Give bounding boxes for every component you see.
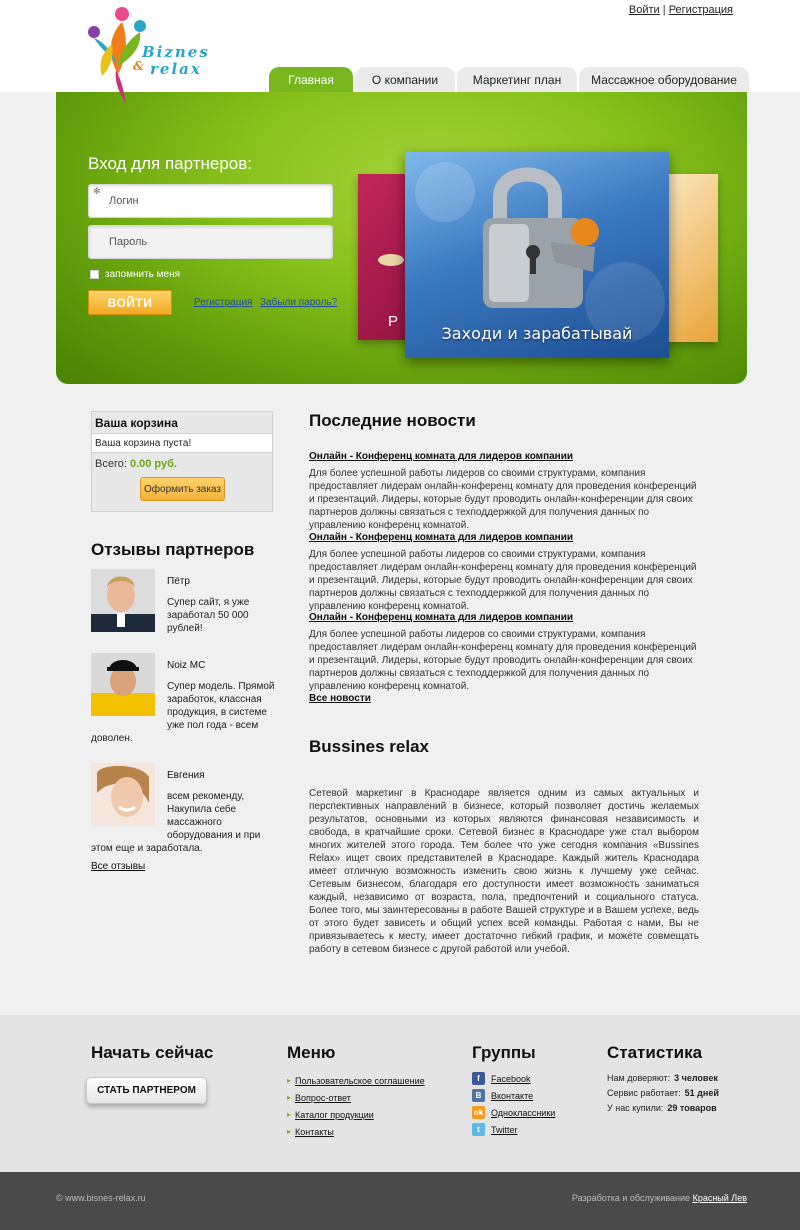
- cart-title: Ваша корзина: [95, 416, 178, 430]
- odnoklassniki-link[interactable]: Одноклассники: [491, 1107, 556, 1118]
- footer-groups-title: Группы: [472, 1043, 536, 1062]
- logo-ampersand: &: [133, 59, 146, 73]
- odnoklassniki-icon[interactable]: ok: [473, 1108, 484, 1117]
- social-item: [472, 1104, 555, 1121]
- review-item: [91, 653, 276, 745]
- footer-menu-link[interactable]: Пользовательское соглашение: [295, 1075, 425, 1086]
- developer-link[interactable]: Красный Лев: [692, 1193, 747, 1203]
- footer-stats-title: Статистика: [607, 1043, 703, 1062]
- news-item-text: Для более успешной работы лидеров со своими структурами, компания предоставляет лидерам онлайн-конференц комнату для проведения конференций и презентаций. Лидеры, которые будут проводить онлайн-конференции для своих партнеров должны связаться с техподдержкой для получения данных по управлению конференц комнатой.: [309, 468, 697, 531]
- vkontakte-link[interactable]: Вконтакте: [491, 1090, 534, 1101]
- news-item-title[interactable]: Онлайн - Конференц комната для лидеров компании: [309, 451, 574, 462]
- footer-menu-item: [287, 1123, 425, 1140]
- forgot-password-link[interactable]: Забыли пароль?: [260, 297, 338, 308]
- reviewer-name: Пётр: [167, 576, 190, 587]
- logo-figures-icon: [80, 4, 150, 106]
- reviewer-name: Noiz MC: [167, 660, 206, 671]
- news-item-title[interactable]: Онлайн - Конференц комната для лидеров компании: [309, 532, 574, 543]
- register-link[interactable]: Регистрация: [668, 4, 733, 16]
- bottom-bar: [0, 1172, 800, 1230]
- remember-checkbox[interactable]: [90, 270, 99, 279]
- news-item-text: Для более успешной работы лидеров со своими структурами, компания предоставляет лидерам онлайн-конференц комнату для проведения конференций и презентаций. Лидеры, которые будут проводить онлайн-конференции для своих партнеров должны связаться с техподдержкой для получения данных по управлению конференц комнатой.: [309, 629, 697, 692]
- all-news-link[interactable]: Все новости: [309, 693, 371, 704]
- tab-about-company[interactable]: О компании: [355, 67, 455, 93]
- logo-word-2: relax: [150, 60, 202, 78]
- stat-value: 51 дней: [684, 1087, 719, 1098]
- review-item: [91, 763, 276, 855]
- news-item: [309, 532, 701, 613]
- social-item: [472, 1121, 555, 1138]
- footer-menu-link[interactable]: Каталог продукции: [295, 1109, 374, 1120]
- login-field[interactable]: [88, 184, 333, 218]
- footer-menu-title: Меню: [287, 1043, 336, 1062]
- arrow-right-icon: ▸: [287, 1127, 292, 1136]
- arrow-right-icon: ▸: [287, 1093, 292, 1102]
- reviewer-photo-noiz: [91, 653, 155, 716]
- logo-wordmark: [133, 43, 210, 78]
- tab-home[interactable]: Главная: [269, 67, 353, 93]
- arrow-right-icon: ▸: [287, 1076, 292, 1085]
- remember-label: запомнить меня: [105, 269, 181, 280]
- top-links-separator: |: [662, 4, 666, 16]
- coins-image: [378, 254, 404, 266]
- stat-value: 3 человек: [674, 1072, 718, 1083]
- facebook-link[interactable]: Facebook: [491, 1073, 531, 1084]
- news-item: [309, 451, 701, 532]
- social-item: [472, 1070, 555, 1087]
- become-partner-button[interactable]: СТАТЬ ПАРТНЕРОМ: [86, 1077, 207, 1104]
- footer-menu-item: [287, 1089, 425, 1106]
- reviews-title: Отзывы партнеров: [91, 540, 255, 559]
- footer-menu: [287, 1072, 425, 1140]
- stat-label: Сервис работает:: [607, 1087, 681, 1098]
- review-item: [91, 569, 276, 636]
- keyboard-icon: ✻: [93, 186, 101, 196]
- footer-menu-item: [287, 1072, 425, 1089]
- tab-marketing-plan[interactable]: Маркетинг план: [457, 67, 577, 93]
- site-footer: [0, 1015, 800, 1172]
- twitter-link[interactable]: Twitter: [491, 1124, 518, 1135]
- password-input[interactable]: [89, 226, 332, 258]
- twitter-icon[interactable]: t: [472, 1123, 485, 1136]
- logo-word-1: Biznes: [142, 43, 210, 61]
- vkontakte-icon[interactable]: В: [472, 1089, 485, 1102]
- reviewer-name: Евгения: [167, 770, 205, 781]
- checkout-button[interactable]: Оформить заказ: [140, 477, 225, 501]
- stat-value: 29 товаров: [667, 1102, 717, 1113]
- stat-row: [607, 1070, 719, 1085]
- site-logo[interactable]: [80, 4, 240, 106]
- remember-me[interactable]: [90, 269, 180, 280]
- footer-menu-item: [287, 1106, 425, 1123]
- developer-label: Разработка и обслуживание: [571, 1193, 691, 1203]
- footer-menu-link[interactable]: Вопрос-ответ: [295, 1092, 351, 1103]
- top-links: [629, 4, 733, 16]
- banner-register-link[interactable]: Регистрация: [194, 297, 253, 308]
- reviewer-photo-petr: [91, 569, 155, 632]
- arrow-right-icon: ▸: [287, 1110, 292, 1119]
- slide-main-caption: Заходи и зарабатывай: [441, 324, 633, 343]
- slide-left-caption: Р: [388, 313, 399, 330]
- facebook-icon[interactable]: f: [472, 1072, 485, 1085]
- login-title: Вход для партнеров:: [88, 154, 252, 173]
- login-submit-button[interactable]: ВОЙТИ: [88, 290, 172, 315]
- cart-total-value: 0.00 руб.: [129, 458, 177, 470]
- footer-menu-link[interactable]: Контакты: [295, 1126, 334, 1137]
- tab-massage-equipment[interactable]: Массажное оборудование: [579, 67, 749, 93]
- news-title: Последние новости: [309, 411, 476, 430]
- stat-label: Нам доверяют:: [607, 1072, 671, 1083]
- slide-card-main[interactable]: [405, 152, 669, 358]
- hero-banner: [56, 92, 747, 384]
- login-input[interactable]: [89, 185, 332, 217]
- social-item: [472, 1087, 555, 1104]
- news-item: [309, 612, 701, 693]
- shopping-cart: [91, 411, 273, 512]
- social-groups: [472, 1070, 555, 1138]
- password-field[interactable]: [88, 225, 333, 259]
- cart-total-label: Всего:: [95, 458, 127, 470]
- review-text: Супер сайт, я уже заработал 50 000 рублей!: [167, 597, 250, 634]
- about-text: Сетевой маркетинг в Краснодаре является одним из самых актуальных и перспективных направлений в бизнесе, который позволяет достичь желаемых результатов, основными из которых являются финансовая независимость и свобода, в кратчайшие сроки. Сетевой бизнес в Краснодаре уже стал выбором многих жителей этого города. Тем более что уже сегодня компания «Bussines Relax» ищет своих представителей в Краснодаре. Каждый житель Краснодара имеет отличную возможность изменить свою жизнь к лучшему уже сейчас. Сетевым бизнесом, благодаря его доступности имеет возможность заниматься каждый, независимо от возраста, пола, предпочтений и социального статуса. Более того, мы заинтересованы в работе Вашей структуре и в Вашем успехе, ведь от этого будет зависеть и общий успех всей команды. Работая с нами, Вы не привязываетесь к месту, имеет достаточно гибкий график, и можете совмещать работу в сетевом бизнесе с другой работой или учебой.: [309, 788, 699, 955]
- about-title: Bussines relax: [309, 737, 430, 756]
- stat-row: [607, 1100, 719, 1115]
- review-text: всем рекоменду, Накупила себе массажного оборудования и при этом еще и заработала.: [91, 791, 261, 854]
- main-nav: [269, 67, 749, 93]
- footer-start-title: Начать сейчас: [91, 1043, 214, 1062]
- cart-empty-message: Ваша корзина пуста!: [92, 433, 272, 453]
- stat-row: [607, 1085, 719, 1100]
- reviewer-photo-evgenia: [91, 763, 155, 826]
- review-text: Супер модель. Прямой заработок, классная продукция, в системе уже пол года - всем доволен.: [91, 681, 275, 744]
- site-statistics: [607, 1070, 719, 1115]
- copyright: © www.bisnes-relax.ru: [56, 1193, 146, 1203]
- stat-label: У нас купили:: [607, 1102, 664, 1113]
- cart-total: [92, 453, 272, 475]
- all-reviews-link[interactable]: Все отзывы: [91, 861, 146, 872]
- login-link[interactable]: Войти: [628, 4, 660, 16]
- news-item-title[interactable]: Онлайн - Конференц комната для лидеров компании: [309, 612, 574, 623]
- news-item-text: Для более успешной работы лидеров со своими структурами, компания предоставляет лидерам онлайн-конференц комнату для проведения конференций и презентаций. Лидеры, которые будут проводить онлайн-конференции для своих партнеров должны связаться с техподдержкой для получения данных по управлению конференц комнатой.: [309, 549, 697, 612]
- developer-credit: [572, 1193, 747, 1203]
